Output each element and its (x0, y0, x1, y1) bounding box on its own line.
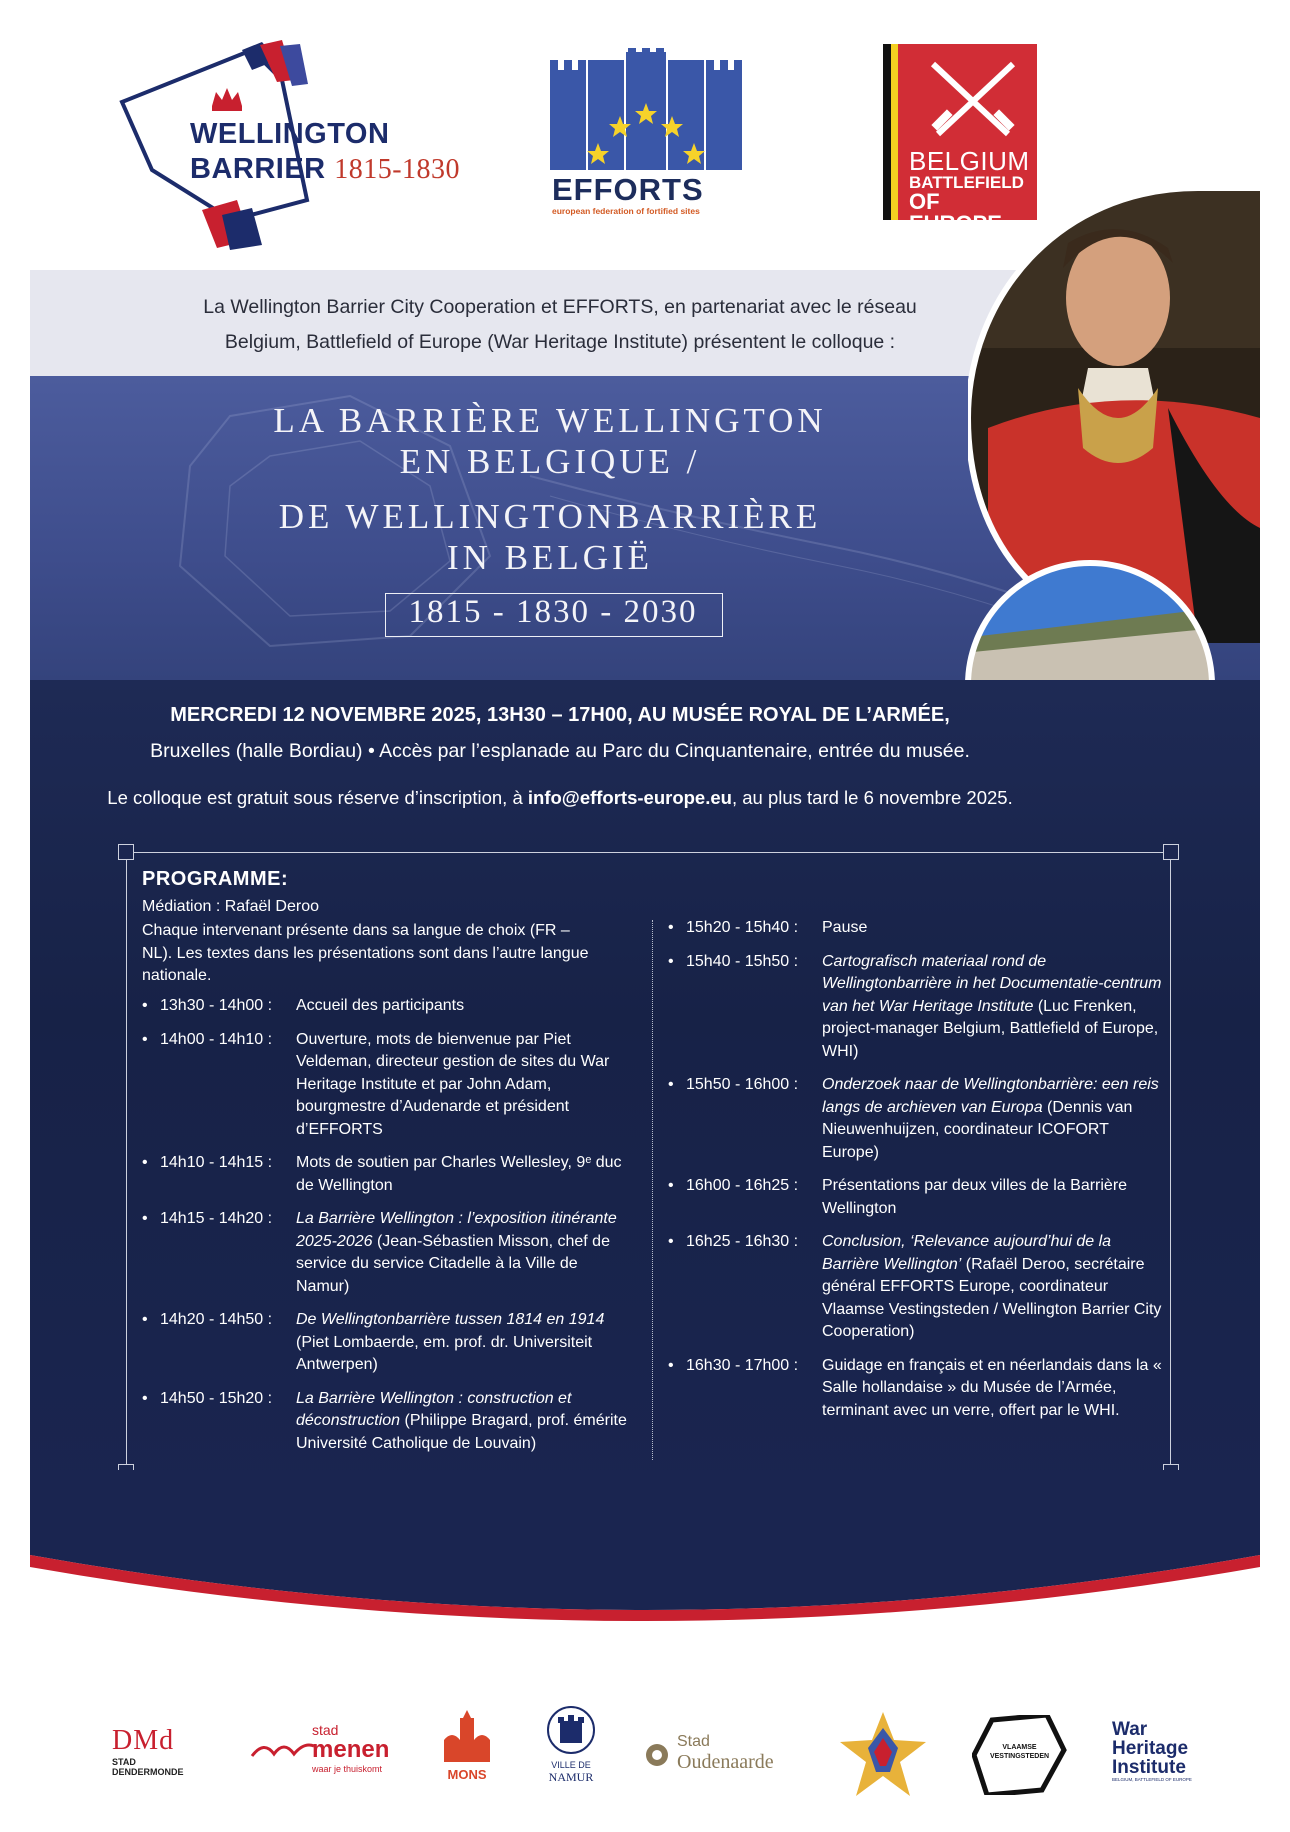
bottom-wave (30, 1535, 1260, 1645)
programme-item (668, 1355, 1168, 1423)
programme-description (822, 1175, 1168, 1220)
event-date-line: MERCREDI 12 NOVEMBRE 2025, 13H30 – 17H00, AU MUSÉE ROYAL DE L’ARMÉE, (170, 704, 950, 726)
programme-detail: (Luc Frenken, project-manager Belgium, Battlefield of Europe, WHI) (822, 997, 1159, 1060)
dendermonde-logo: DMd STAD DENDERMONDE (112, 1725, 184, 1777)
programme-time: 16h00 - 16h25 : (686, 1177, 799, 1194)
years-text: 1815 - 1830 - 2030 (408, 594, 698, 630)
bullet-icon: • (668, 1233, 674, 1250)
efforts-logo (548, 48, 748, 218)
programme-time: 16h30 - 17h00 : (686, 1356, 799, 1374)
programme-talk-title: La Barrière Wellington : l’exposition itinérante 2025-2026 (296, 1210, 617, 1250)
programme-item (142, 1208, 632, 1298)
programme-description (822, 1074, 1168, 1164)
event-location-line: Bruxelles (halle Bordiau) • Accès par l’esplanade au Parc du Cinquantenaire, entrée du musée. (150, 740, 970, 762)
programme-description (822, 951, 1168, 1064)
programme-time: 16h25 - 16h30 : (686, 1233, 799, 1250)
programme-divider (652, 920, 653, 1460)
programme-description (296, 1152, 632, 1197)
programme-description (822, 917, 1168, 940)
programme-time: 14h50 - 15h20 : (160, 1389, 273, 1407)
programme-description (296, 1208, 632, 1298)
crossed-swords-icon (923, 54, 1023, 144)
programme-detail: Guidage en français et en néerlandais dans la « Salle hollandaise » du Musée de l’Armée, terminant avec un verre, offert par le WHI. (822, 1356, 1162, 1419)
star-emblem-icon (838, 1710, 928, 1800)
bullet-icon: • (668, 952, 674, 970)
programme-item (142, 1152, 632, 1197)
efforts-logo-subtitle: european federation of fortified sites (552, 206, 700, 216)
programme-item (142, 1388, 632, 1456)
programme-time: 15h20 - 15h40 : (686, 919, 799, 936)
programme-detail: (Dennis van Nieuwenhuijzen, coordinateur ICOFORT Europe) (822, 1098, 1133, 1161)
main-title: LA BARRIÈRE WELLINGTON EN BELGIQUE / DE WELLINGTONBARRIÈRE IN BELGIË (273, 401, 827, 577)
programme-detail: Mots de soutien par Charles Wellesley, 9ᵉ duc de Wellington (296, 1154, 622, 1194)
programme-detail: Accueil des participants (296, 997, 465, 1014)
programme-time: 15h50 - 16h00 : (686, 1076, 799, 1093)
wellington-logo-line2: BARRIER 1815-1830 (190, 153, 461, 185)
programme-detail: Ouverture, mots de bienvenue par Piet Veldeman, directeur gestion de sites du War Heritage Institute et par John Adam, bourgmestre d’Audenarde et président d’EFFORTS (296, 1030, 610, 1138)
bullet-icon: • (142, 1311, 148, 1328)
oudenaarde-logo: Stad Oudenaarde (645, 1733, 795, 1783)
programme-talk-title: De Wellingtonbarrière tussen 1814 en 1914 (296, 1311, 605, 1328)
menen-swoosh-icon (250, 1738, 316, 1762)
crown-icon (212, 88, 242, 111)
mons-belfry-icon (442, 1710, 492, 1762)
programme-time: 14h15 - 14h20 : (160, 1210, 273, 1227)
bullet-icon: • (668, 919, 674, 936)
programme-item (668, 1231, 1168, 1344)
oudenaarde-emblem-icon (645, 1743, 669, 1767)
programme-detail: (Piet Lombaerde, em. prof. dr. Universiteit Antwerpen) (296, 1333, 593, 1373)
wellington-logo-line1: WELLINGTON (190, 118, 390, 150)
namur-logo: VILLE DE NAMUR (540, 1705, 602, 1795)
programme-talk-title: Onderzoek naar de Wellingtonbarrière: een reis langs de archieven van Europa (822, 1076, 1159, 1116)
bottom-band (30, 1470, 1260, 1550)
war-heritage-institute-logo: War Heritage Institute BELGIUM, BATTLEFIELD OF EUROPE (1112, 1719, 1192, 1782)
programme-talk-title: La Barrière Wellington : construction et déconstruction (296, 1389, 572, 1429)
bullet-icon: • (142, 997, 148, 1014)
programme-title: PROGRAMME: (142, 868, 289, 890)
programme-time: 15h40 - 15h50 : (686, 952, 799, 970)
programme-description (296, 1029, 632, 1142)
bullet-icon: • (142, 1389, 148, 1407)
bullet-icon: • (668, 1076, 674, 1093)
programme-time: 14h00 - 14h10 : (160, 1030, 273, 1048)
programme-mediation: Médiation : Rafaël Deroo (142, 898, 319, 915)
bbe-logo-text: BELGIUM BATTLEFIELD OF EUROPE (909, 146, 1030, 236)
programme-item (142, 1029, 632, 1142)
programme-talk-title: Conclusion, ‘Relevance aujourd’hui de la Barrière Wellington’ (822, 1233, 1112, 1273)
programme-right-column (668, 917, 1168, 1433)
programme-time: 14h10 - 14h15 : (160, 1154, 273, 1171)
mons-logo: MONS (442, 1710, 497, 1790)
programme-description (822, 1231, 1168, 1344)
programme-item (142, 995, 632, 1018)
coat-of-arms-logo (838, 1710, 928, 1800)
programme-detail: (Philippe Bragard, prof. émérite Université Catholique de Louvain) (296, 1412, 627, 1452)
bullet-icon: • (142, 1154, 148, 1171)
programme-left-column (142, 995, 632, 1466)
bullet-icon: • (142, 1030, 148, 1048)
intro-text: La Wellington Barrier City Cooperation et EFFORTS, en partenariat avec le réseau Belgium, Battlefield of Europe (War Heritage Institute) présentent le colloque : (203, 296, 917, 353)
programme-talk-title: Cartografisch materiaal rond de Wellingtonbarrière in het Documentatie-centrum van het War Heritage Institute (822, 952, 1162, 1015)
programme-time: 13h30 - 14h00 : (160, 997, 273, 1014)
registration-line: Le colloque est gratuit sous réserve d’inscription, à info@efforts-europe.eu, au plus tard le 6 novembre 2025. (107, 787, 1013, 808)
bullet-icon: • (142, 1210, 148, 1227)
programme-description (296, 995, 632, 1018)
registration-email-link[interactable]: info@efforts-europe.eu (527, 787, 732, 808)
programme-intro: Chaque intervenant présente dans sa langue de choix (FR – NL). Les textes dans les présentations sont dans l’autre langue nationale. (142, 922, 589, 984)
programme-detail: Pause (822, 919, 868, 936)
programme-description (296, 1388, 632, 1456)
programme-description (296, 1309, 632, 1377)
programme-item (668, 917, 1168, 940)
bullet-icon: • (668, 1356, 674, 1374)
programme-item (668, 1074, 1168, 1164)
programme-detail: (Rafaël Deroo, secrétaire général EFFORTS Europe, coordinateur Vlaamse Vestingsteden / Wellington Barrier City Cooperation) (822, 1255, 1162, 1340)
programme-item (668, 951, 1168, 1064)
menen-logo: stad menen waar je thuiskomt (250, 1722, 400, 1782)
efforts-logo-name: EFFORTS (552, 172, 704, 207)
bullet-icon: • (668, 1177, 674, 1194)
namur-seal-icon (546, 1705, 596, 1755)
vlaamse-vestingsteden-logo: VLAAMSE VESTINGSTEDEN (972, 1715, 1067, 1795)
programme-detail: (Jean-Sébastien Misson, chef de service du service Citadelle à la Ville de Namur) (296, 1232, 610, 1295)
programme-detail: Présentations par deux villes de la Barrière Wellington (822, 1177, 1128, 1217)
programme-item (142, 1309, 632, 1377)
castle-towers-icon (548, 48, 748, 173)
programme-description (822, 1355, 1168, 1423)
programme-item (668, 1175, 1168, 1220)
wellington-barrier-logo (112, 40, 472, 250)
programme-time: 14h20 - 14h50 : (160, 1311, 273, 1328)
